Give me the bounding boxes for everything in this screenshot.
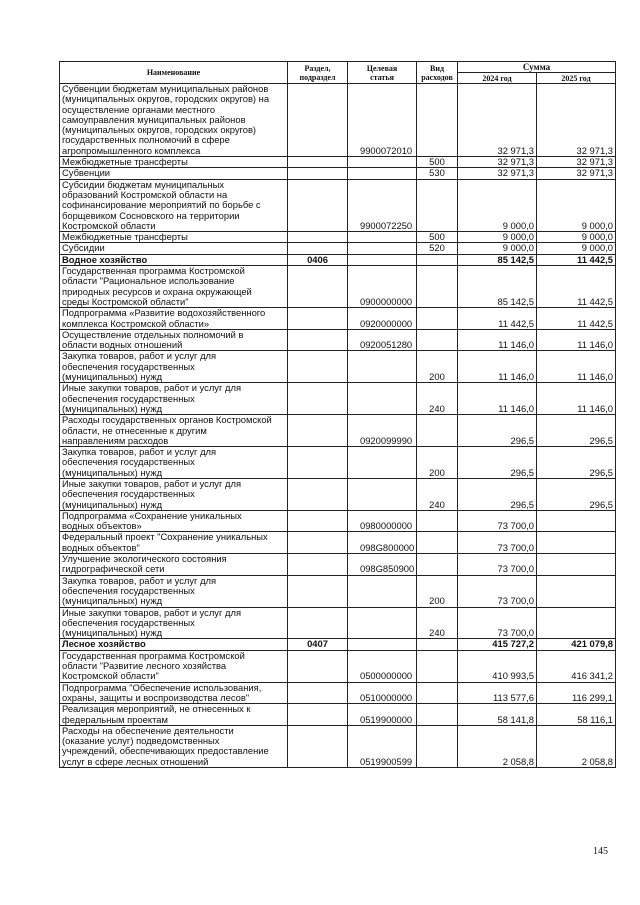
table-row (60, 308, 616, 330)
table-row (60, 704, 616, 726)
row-target-cell: 9900072010 (348, 84, 417, 157)
row-name-cell: Реализация мероприятий, не отнесенных к федеральным проектам (60, 704, 288, 726)
row-section-cell (288, 704, 348, 726)
header-year-2025: 2025 год (537, 73, 616, 84)
header-kind: Вид расходов (417, 62, 458, 84)
row-name-cell: Расходы на обеспечение деятельности (оказание услуг) подведомственных учреждений, обеспечивающих предоставление услуг в сфере лесных отношений (60, 725, 288, 767)
row-section-cell (288, 84, 348, 157)
row-section-cell (288, 650, 348, 682)
row-target-cell (348, 607, 417, 639)
budget-table (59, 61, 616, 768)
row-name-cell: Субсидии бюджетам муниципальных образований Костромской области на софинансирование мероприятий по борьбе с борщевиком Сосновского на территории Костромской области (60, 179, 288, 231)
row-kind-cell: 240 (417, 478, 458, 510)
row-kind-cell (417, 554, 458, 576)
row-kind-cell (417, 308, 458, 330)
row-2024-cell: 296,5 (458, 447, 537, 479)
row-target-cell (348, 351, 417, 383)
row-kind-cell: 520 (417, 243, 458, 254)
row-kind-cell (417, 682, 458, 704)
row-target-cell: 098G850900 (348, 554, 417, 576)
row-2024-cell: 85 142,5 (458, 254, 537, 265)
table-row (60, 639, 616, 650)
table-row (60, 84, 616, 157)
row-name-cell: Лесное хозяйство (60, 639, 288, 650)
row-2025-cell: 32 971,3 (537, 84, 616, 157)
row-target-cell (348, 168, 417, 179)
row-section-cell (288, 725, 348, 767)
row-section-cell (288, 168, 348, 179)
row-2025-cell: 11 146,0 (537, 351, 616, 383)
row-2025-cell: 32 971,3 (537, 157, 616, 168)
row-section-cell (288, 157, 348, 168)
row-target-cell (348, 383, 417, 415)
row-target-cell: 0980000000 (348, 510, 417, 532)
row-2025-cell: 296,5 (537, 478, 616, 510)
row-2024-cell: 32 971,3 (458, 84, 537, 157)
row-kind-cell (417, 179, 458, 231)
row-target-cell: 0900000000 (348, 266, 417, 308)
table-row (60, 554, 616, 576)
row-kind-cell (417, 84, 458, 157)
row-2024-cell: 73 700,0 (458, 510, 537, 532)
row-section-cell (288, 510, 348, 532)
row-name-cell: Субвенции (60, 168, 288, 179)
row-2025-cell: 11 146,0 (537, 329, 616, 351)
row-target-cell: 0510000000 (348, 682, 417, 704)
row-name-cell: Закупка товаров, работ и услуг для обеспечения государственных (муниципальных) нужд (60, 575, 288, 607)
row-name-cell: Государственная программа Костромской области "Развитие лесного хозяйства Костромской области" (60, 650, 288, 682)
page-number: 145 (593, 846, 608, 857)
row-kind-cell: 240 (417, 607, 458, 639)
row-kind-cell (417, 254, 458, 265)
row-target-cell: 0519900000 (348, 704, 417, 726)
row-name-cell: Закупка товаров, работ и услуг для обеспечения государственных (муниципальных) нужд (60, 447, 288, 479)
row-section-cell (288, 575, 348, 607)
row-section-cell (288, 266, 348, 308)
row-section-cell (288, 329, 348, 351)
row-section-cell: 0407 (288, 639, 348, 650)
row-target-cell (348, 243, 417, 254)
row-name-cell: Межбюджетные трансферты (60, 232, 288, 243)
row-name-cell: Государственная программа Костромской области "Рациональное использование природных ресурсов и охрана окружающей среды Костромской области" (60, 266, 288, 308)
table-row (60, 575, 616, 607)
table-row (60, 266, 616, 308)
row-kind-cell (417, 725, 458, 767)
table-row (60, 383, 616, 415)
row-kind-cell (417, 532, 458, 554)
row-name-cell: Субсидии (60, 243, 288, 254)
row-target-cell (348, 157, 417, 168)
table-row (60, 243, 616, 254)
row-target-cell: 0519900599 (348, 725, 417, 767)
row-section-cell (288, 308, 348, 330)
table-row (60, 329, 616, 351)
row-2025-cell: 296,5 (537, 415, 616, 447)
row-2024-cell: 32 971,3 (458, 157, 537, 168)
row-name-cell: Расходы государственных органов Костромской области, не отнесенные к другим направлениям расходов (60, 415, 288, 447)
row-kind-cell: 500 (417, 157, 458, 168)
row-target-cell (348, 232, 417, 243)
row-section-cell (288, 179, 348, 231)
row-target-cell (348, 447, 417, 479)
row-2024-cell: 32 971,3 (458, 168, 537, 179)
table-row (60, 478, 616, 510)
row-name-cell: Иные закупки товаров, работ и услуг для обеспечения государственных (муниципальных) нужд (60, 607, 288, 639)
row-kind-cell: 240 (417, 383, 458, 415)
row-target-cell: 098G800000 (348, 532, 417, 554)
row-name-cell: Улучшение экологического состояния гидрографической сети (60, 554, 288, 576)
row-2024-cell: 9 000,0 (458, 232, 537, 243)
table-row (60, 447, 616, 479)
row-2025-cell: 296,5 (537, 447, 616, 479)
row-2025-cell (537, 575, 616, 607)
row-section-cell (288, 243, 348, 254)
row-name-cell: Осуществление отдельных полномочий в области водных отношений (60, 329, 288, 351)
row-target-cell: 0920000000 (348, 308, 417, 330)
row-target-cell (348, 575, 417, 607)
row-kind-cell (417, 510, 458, 532)
table-row (60, 179, 616, 231)
table-row (60, 168, 616, 179)
row-2024-cell: 11 146,0 (458, 383, 537, 415)
header-name: Наименование (60, 62, 288, 84)
row-2024-cell: 415 727,2 (458, 639, 537, 650)
row-kind-cell: 200 (417, 447, 458, 479)
row-2024-cell: 58 141,8 (458, 704, 537, 726)
header-sum: Сумма (458, 62, 616, 73)
row-section-cell (288, 447, 348, 479)
row-kind-cell (417, 639, 458, 650)
row-kind-cell (417, 266, 458, 308)
row-2024-cell: 73 700,0 (458, 532, 537, 554)
row-2024-cell: 73 700,0 (458, 554, 537, 576)
row-2024-cell: 9 000,0 (458, 243, 537, 254)
row-2025-cell: 416 341,2 (537, 650, 616, 682)
row-kind-cell (417, 704, 458, 726)
row-2025-cell: 11 442,5 (537, 308, 616, 330)
row-target-cell: 0920051280 (348, 329, 417, 351)
table-header (60, 62, 616, 84)
table-row (60, 351, 616, 383)
table-row (60, 415, 616, 447)
row-2024-cell: 11 146,0 (458, 329, 537, 351)
row-target-cell (348, 254, 417, 265)
row-2024-cell: 11 442,5 (458, 308, 537, 330)
row-name-cell: Подпрограмма «Сохранение уникальных водных объектов» (60, 510, 288, 532)
row-name-cell: Водное хозяйство (60, 254, 288, 265)
row-2024-cell: 11 146,0 (458, 351, 537, 383)
row-2025-cell: 421 079,8 (537, 639, 616, 650)
table-row (60, 157, 616, 168)
table-row (60, 510, 616, 532)
row-name-cell: Межбюджетные трансферты (60, 157, 288, 168)
header-target: Целевая статья (348, 62, 417, 84)
header-year-2024: 2024 год (458, 73, 537, 84)
row-section-cell (288, 607, 348, 639)
row-name-cell: Подпрограмма «Развитие водохозяйственного комплекса Костромской области» (60, 308, 288, 330)
row-2024-cell: 9 000,0 (458, 179, 537, 231)
row-name-cell: Иные закупки товаров, работ и услуг для обеспечения государственных (муниципальных) нужд (60, 478, 288, 510)
row-section-cell (288, 554, 348, 576)
row-2025-cell: 11 442,5 (537, 266, 616, 308)
row-section-cell (288, 532, 348, 554)
row-2025-cell: 9 000,0 (537, 232, 616, 243)
row-name-cell: Подпрограмма "Обеспечение использования, охраны, защиты и воспроизводства лесов" (60, 682, 288, 704)
row-section-cell (288, 682, 348, 704)
row-2024-cell: 2 058,8 (458, 725, 537, 767)
row-2025-cell: 32 971,3 (537, 168, 616, 179)
row-2025-cell: 116 299,1 (537, 682, 616, 704)
row-kind-cell: 530 (417, 168, 458, 179)
row-name-cell: Иные закупки товаров, работ и услуг для обеспечения государственных (муниципальных) нужд (60, 383, 288, 415)
row-target-cell: 9900072250 (348, 179, 417, 231)
row-kind-cell (417, 329, 458, 351)
row-2025-cell (537, 532, 616, 554)
row-kind-cell: 200 (417, 575, 458, 607)
row-2025-cell: 11 442,5 (537, 254, 616, 265)
row-2025-cell: 58 116,1 (537, 704, 616, 726)
row-section-cell (288, 232, 348, 243)
row-2024-cell: 73 700,0 (458, 607, 537, 639)
row-target-cell: 0500000000 (348, 650, 417, 682)
table-row (60, 650, 616, 682)
row-2025-cell (537, 554, 616, 576)
row-section-cell (288, 351, 348, 383)
header-section: Раздел, подраздел (288, 62, 348, 84)
table-body (60, 84, 616, 768)
row-2024-cell: 73 700,0 (458, 575, 537, 607)
row-2025-cell (537, 510, 616, 532)
row-target-cell (348, 478, 417, 510)
row-kind-cell (417, 650, 458, 682)
row-target-cell (348, 639, 417, 650)
row-2025-cell (537, 607, 616, 639)
row-kind-cell: 500 (417, 232, 458, 243)
table-row (60, 232, 616, 243)
row-kind-cell: 200 (417, 351, 458, 383)
row-target-cell: 0920099990 (348, 415, 417, 447)
row-section-cell: 0406 (288, 254, 348, 265)
row-name-cell: Закупка товаров, работ и услуг для обеспечения государственных (муниципальных) нужд (60, 351, 288, 383)
table-row (60, 532, 616, 554)
table-row (60, 254, 616, 265)
row-2024-cell: 296,5 (458, 415, 537, 447)
row-section-cell (288, 415, 348, 447)
row-2024-cell: 113 577,6 (458, 682, 537, 704)
row-2024-cell: 85 142,5 (458, 266, 537, 308)
row-name-cell: Субвенции бюджетам муниципальных районов (муниципальных округов, городских округов) на осуществление органами местного самоуправления муниципальных районов (муниципальных округов, городских округов) государственных полномочий в сфере агропромышленного комплекса (60, 84, 288, 157)
table-row (60, 725, 616, 767)
row-kind-cell (417, 415, 458, 447)
row-2025-cell: 2 058,8 (537, 725, 616, 767)
row-2025-cell: 11 146,0 (537, 383, 616, 415)
row-2025-cell: 9 000,0 (537, 243, 616, 254)
table-row (60, 607, 616, 639)
row-section-cell (288, 478, 348, 510)
row-2025-cell: 9 000,0 (537, 179, 616, 231)
row-2024-cell: 410 993,5 (458, 650, 537, 682)
row-section-cell (288, 383, 348, 415)
table-row (60, 682, 616, 704)
row-2024-cell: 296,5 (458, 478, 537, 510)
row-name-cell: Федеральный проект "Сохранение уникальных водных объектов" (60, 532, 288, 554)
